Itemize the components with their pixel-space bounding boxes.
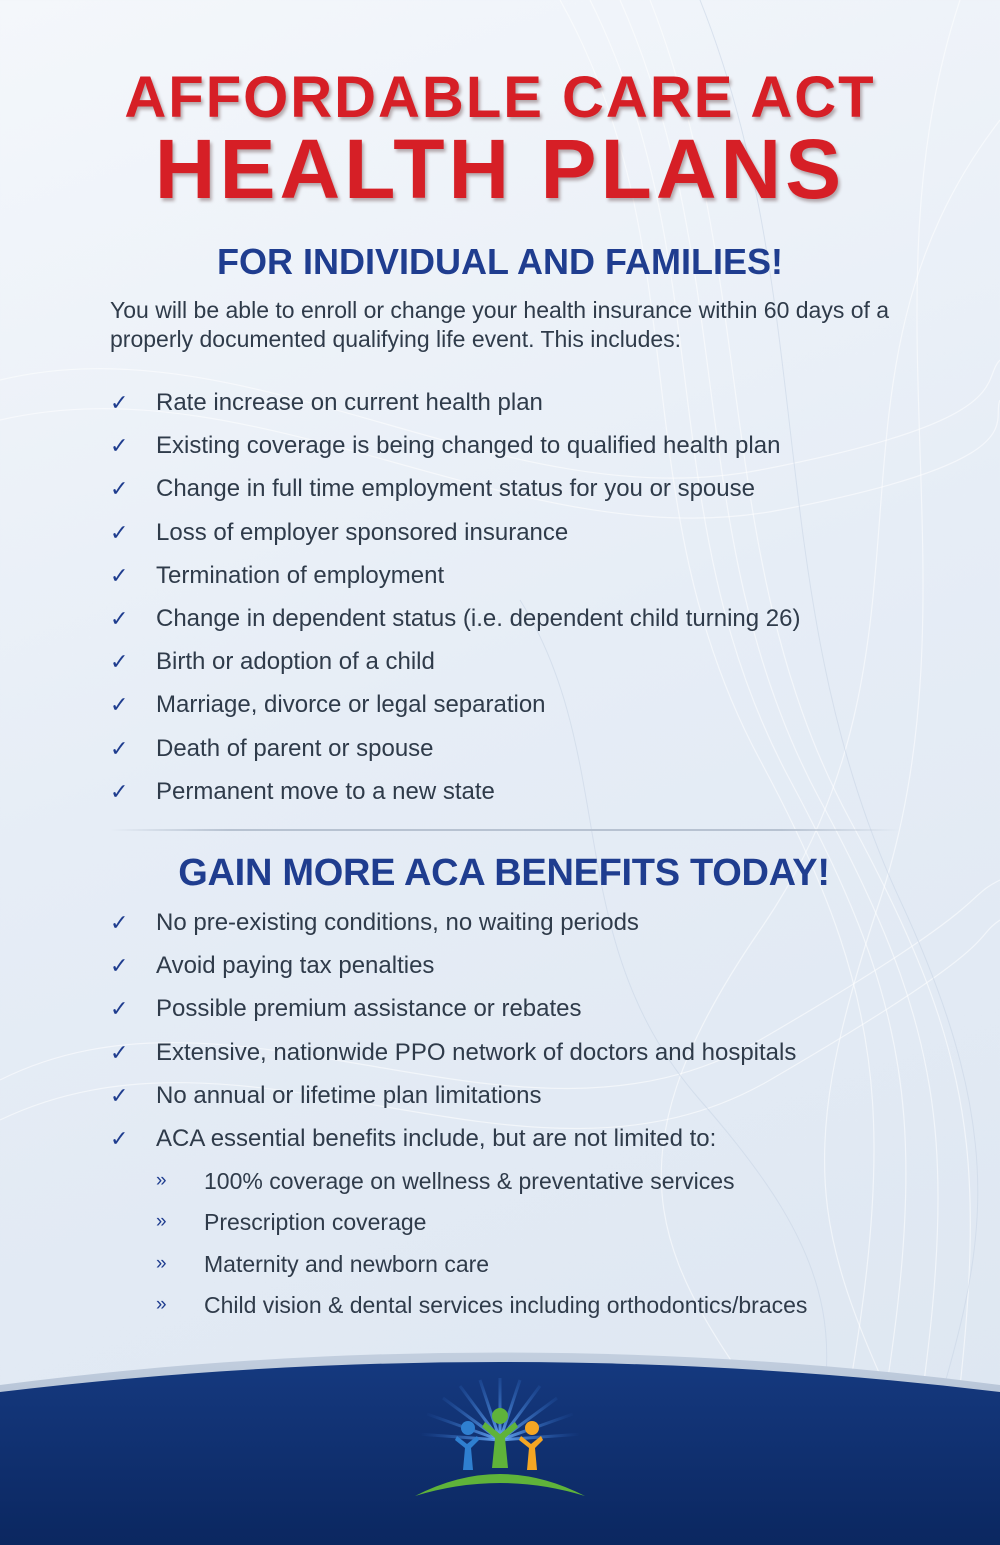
check-icon: ✓ [110,390,129,415]
list-item: ✓ Change in dependent status (i.e. dependent child turning 26) [110,604,801,632]
check-icon: ✓ [110,1125,129,1151]
benefits-list [110,908,910,1167]
list-item: ✓ Marriage, divorce or legal separation [110,691,546,719]
title-line-2: HEALTH PLANS [154,122,846,216]
check-icon: ✓ [110,605,129,631]
list-item: ✓ Change in full time employment status for you or spouse [110,475,755,503]
list-item: ✓ Death of parent or spouse [110,734,434,762]
list-item: ✓ Rate increase on current health plan [110,389,543,416]
list-item: ✓ Existing coverage is being changed to qualified health plan [110,432,781,460]
check-icon: ✓ [110,778,129,804]
check-icon: ✓ [110,519,129,545]
sub-list-item: » Child vision & dental services including orthodontics/braces [156,1291,808,1318]
list-item: ✓ No pre-existing conditions, no waiting periods [110,909,639,936]
list-item: ✓ Possible premium assistance or rebates [110,995,582,1023]
check-icon: ✓ [110,649,129,675]
section-heading-benefits: GAIN MORE ACA BENEFITS TODAY! [178,852,830,894]
list-item: ✓ Birth or adoption of a child [110,648,435,676]
list-item: ✓ Loss of employer sponsored insurance [110,518,569,546]
double-chevron-icon: » [156,1252,167,1274]
check-icon: ✓ [110,953,129,979]
section-divider [110,829,900,831]
check-icon: ✓ [110,562,129,588]
sub-list-item: » 100% coverage on wellness & preventative services [156,1168,735,1194]
list-item: ✓ Permanent move to a new state [110,777,495,805]
list-item: ✓ Extensive, nationwide PPO network of doctors and hospitals [110,1038,797,1066]
people-logo-icon [405,1378,595,1500]
sub-list-item: » Maternity and newborn care [156,1250,490,1277]
title-line-1: AFFORDABLE CARE ACT [124,65,876,130]
list-item: ✓ Avoid paying tax penalties [110,952,435,980]
check-icon: ✓ [110,910,129,935]
essential-benefits-sublist [156,1166,916,1331]
double-chevron-icon: » [156,1293,167,1315]
qualifying-events-list [110,388,910,820]
list-item: ✓ No annual or lifetime plan limitations [110,1081,542,1109]
sub-list-item: » Prescription coverage [156,1209,427,1236]
check-icon: ✓ [110,1082,129,1108]
check-icon: ✓ [110,1039,129,1065]
check-icon: ✓ [110,692,129,718]
check-icon: ✓ [110,476,129,502]
double-chevron-icon: » [156,1211,167,1233]
list-item: ✓ ACA essential benefits include, but are not limited to: [110,1124,717,1152]
list-item: ✓ Termination of employment [110,561,445,589]
check-icon: ✓ [110,735,129,761]
intro-paragraph: You will be able to enroll or change your health insurance within 60 days of a properly documented qualifying life event. This includes: [110,297,890,352]
double-chevron-icon: » [156,1170,167,1191]
section-heading-individuals: FOR INDIVIDUAL AND FAMILIES! [217,241,783,282]
check-icon: ✓ [110,996,129,1022]
check-icon: ✓ [110,433,129,459]
